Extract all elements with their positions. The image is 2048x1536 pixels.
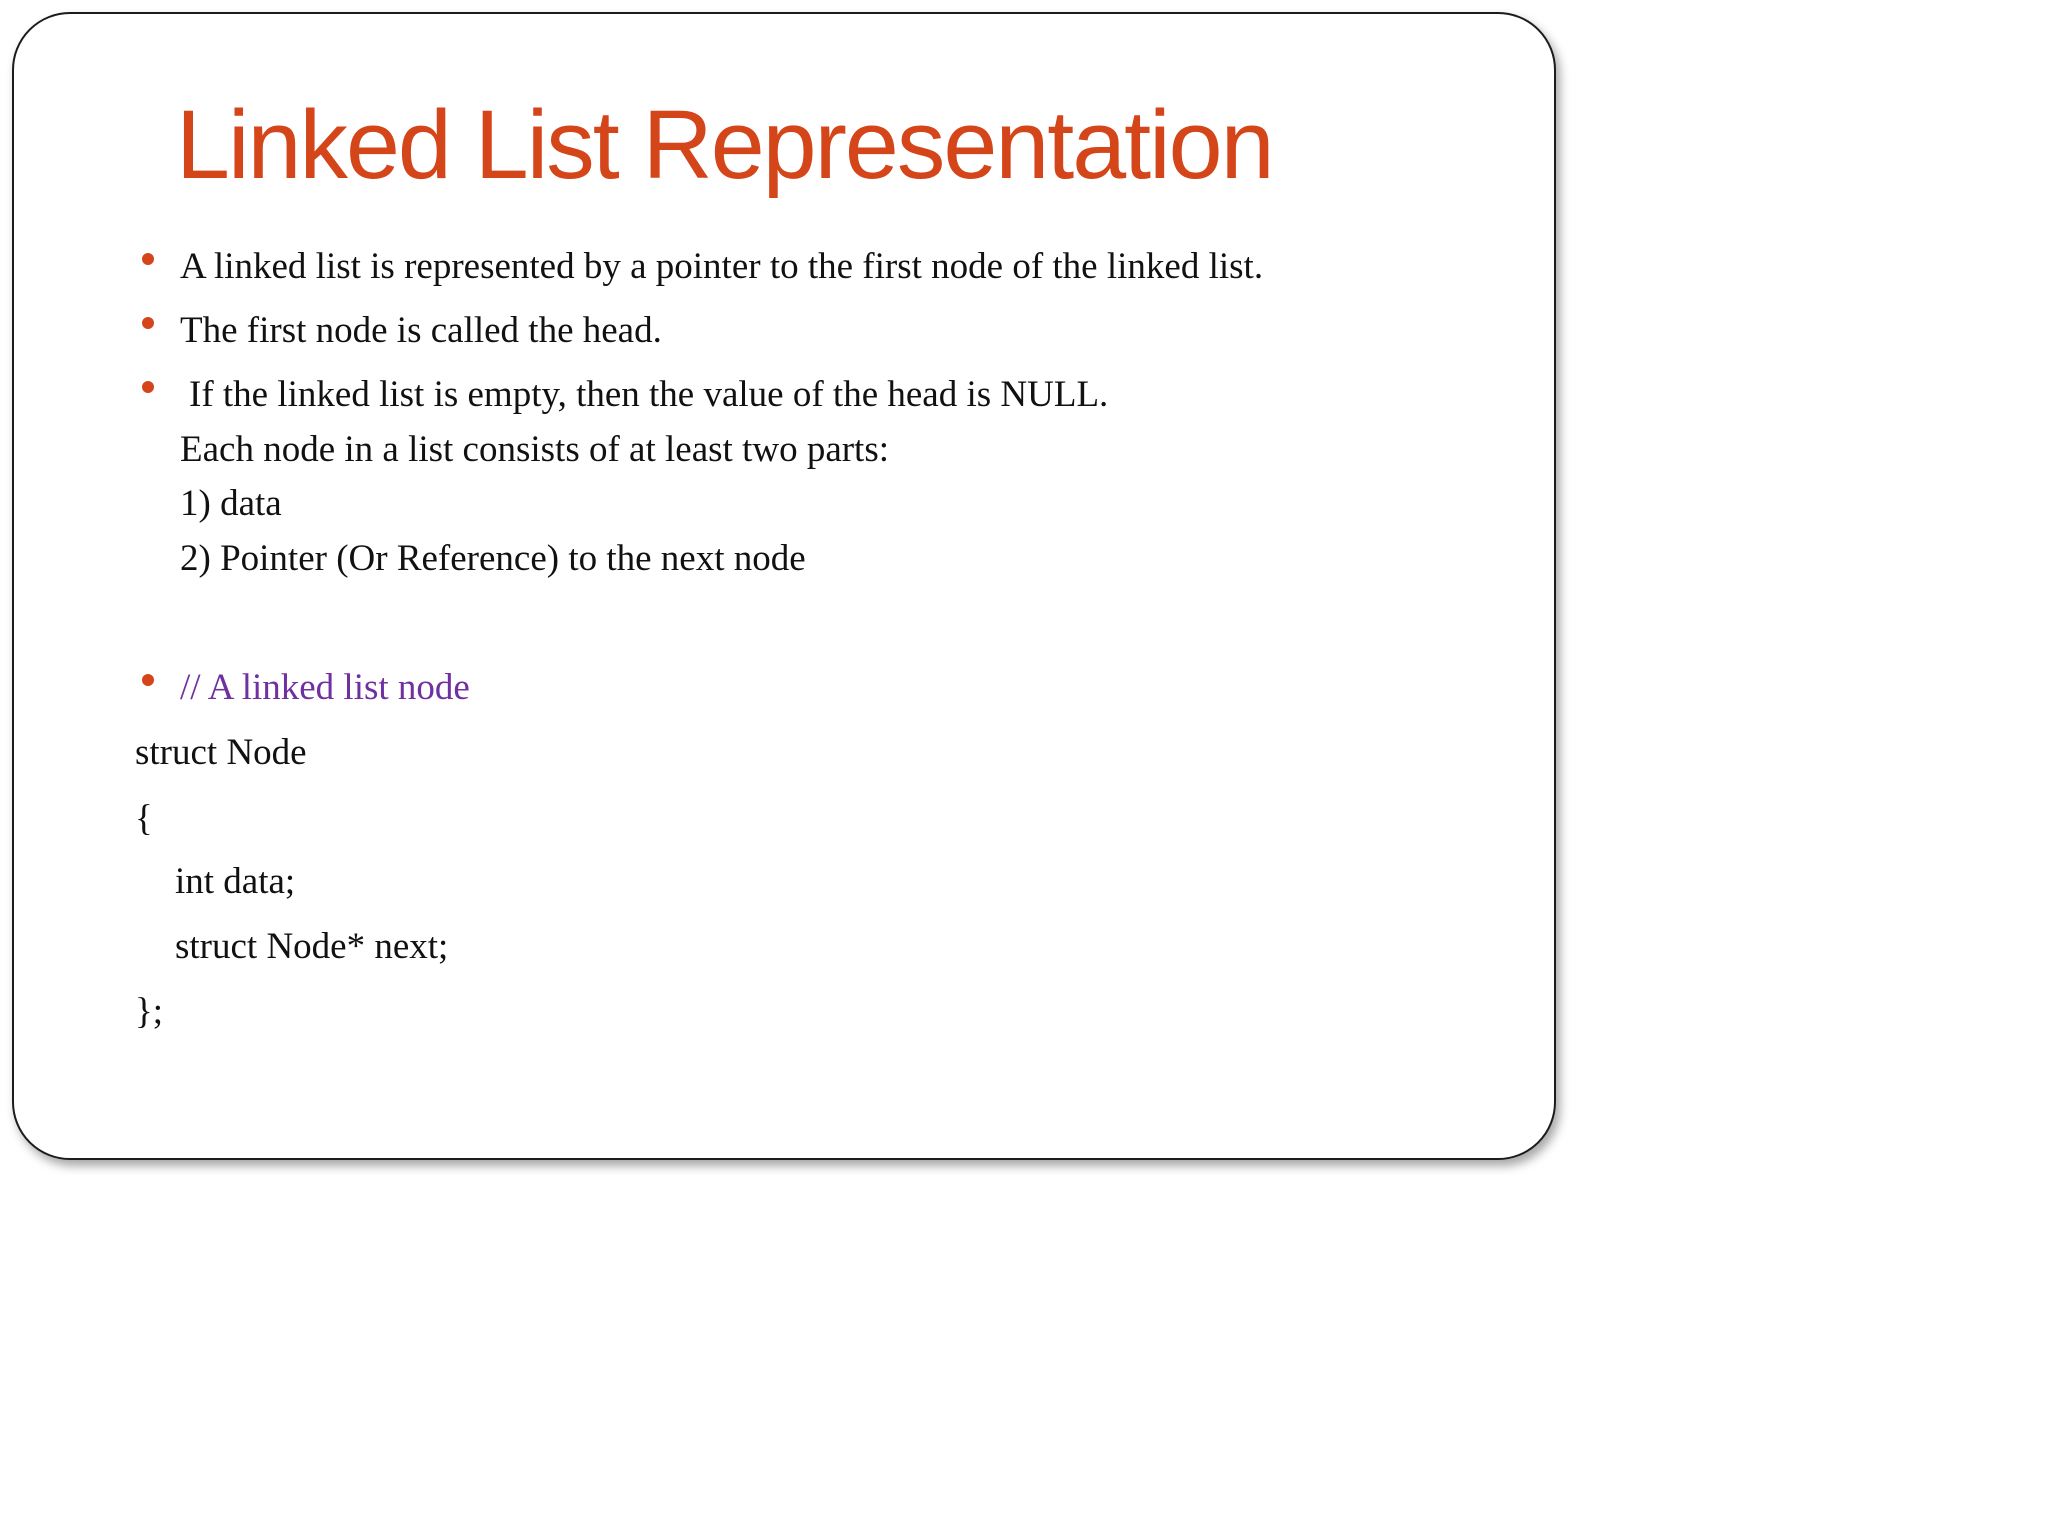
bullet-marker	[142, 381, 154, 393]
bullet-text-3: If the linked list is empty, then the value of the head is NULL.	[189, 374, 1109, 415]
code-comment: // A linked list node	[180, 667, 470, 708]
node-parts-intro: Each node in a list consists of at least two parts:	[180, 429, 890, 470]
code-line-open-brace: {	[135, 798, 153, 839]
bullet-marker	[142, 317, 154, 329]
node-part-pointer: 2) Pointer (Or Reference) to the next node	[180, 538, 806, 579]
code-line-next-field: struct Node* next;	[175, 926, 449, 967]
code-line-struct: struct Node	[135, 732, 307, 773]
code-line-data-field: int data;	[175, 861, 296, 902]
bullet-marker	[142, 674, 154, 686]
bullet-text-2: The first node is called the head.	[180, 310, 662, 351]
slide	[12, 12, 1556, 1160]
node-part-data: 1) data	[180, 483, 282, 524]
code-line-close-brace: };	[135, 991, 164, 1032]
bullet-text-1: A linked list is represented by a pointer to the first node of the linked list.	[180, 246, 1264, 287]
slide-title: Linked List Representation	[176, 90, 1273, 199]
bullet-marker	[142, 253, 154, 265]
